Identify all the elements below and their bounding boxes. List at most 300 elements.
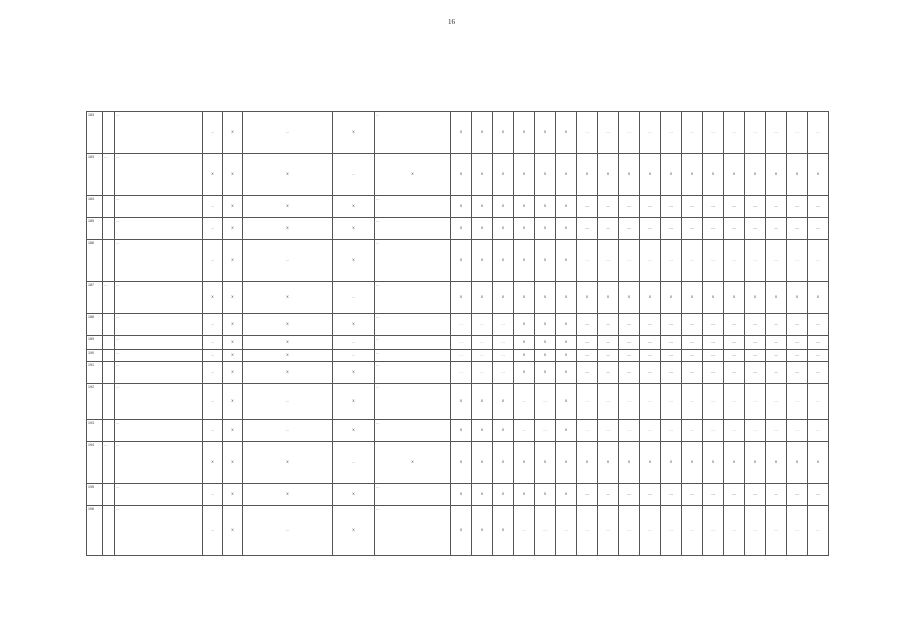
table-cell: X [493,506,514,556]
table-cell: … [808,506,829,556]
table-cell: X [577,442,598,484]
table-cell: … [619,196,640,218]
table-cell: X [472,420,493,442]
table-cell: … [598,218,619,240]
table-cell: X [333,384,375,420]
table-cell: … [598,314,619,336]
table-cell: X [451,384,472,420]
table-cell [103,420,115,442]
table-cell: … [808,314,829,336]
table-cell: … [724,384,745,420]
row-number-cell: 184 [87,196,103,218]
table-cell: … [703,350,724,362]
table-cell: … [640,112,661,154]
table-cell: … [703,506,724,556]
table-cell: X [451,154,472,196]
table-cell: X [493,112,514,154]
table-cell: … [661,350,682,362]
table-cell: … [203,314,223,336]
table-body [87,112,829,556]
page-number: 16 [448,18,455,26]
table-cell: X [472,196,493,218]
table-cell: … [203,384,223,420]
table-cell: … [682,362,703,384]
table-cell: X [223,350,243,362]
table-row [87,350,829,362]
table-row [87,362,829,384]
table-cell: … [661,196,682,218]
table-cell: X [703,282,724,314]
table-cell: … [619,484,640,506]
table-row [87,336,829,350]
table-cell: … [787,484,808,506]
table-cell: … [661,484,682,506]
table-cell: … [640,350,661,362]
table-cell: … [661,420,682,442]
table-cell: … [203,420,223,442]
table-cell: X [535,336,556,350]
table-cell: X [333,240,375,282]
table-cell: X [535,282,556,314]
row-number-cell: 183 [87,112,103,154]
table-cell: … [115,384,203,420]
table-cell: X [556,240,577,282]
table-cell: … [493,336,514,350]
table-cell: X [556,442,577,484]
table-cell: … [745,350,766,362]
table-cell: … [375,314,451,336]
table-cell: … [745,420,766,442]
table-cell: … [333,350,375,362]
table-cell: X [535,240,556,282]
table-cell: X [619,282,640,314]
table-cell: … [787,420,808,442]
table-cell: X [556,362,577,384]
table-cell: … [682,218,703,240]
table-cell: … [333,154,375,196]
table-cell: … [640,240,661,282]
table-cell: … [598,484,619,506]
table-cell: … [766,506,787,556]
table-cell: … [766,350,787,362]
table-cell: X [703,154,724,196]
table-cell: … [577,484,598,506]
table-cell: X [808,282,829,314]
table-cell: … [375,484,451,506]
table-cell: X [535,218,556,240]
table-cell: X [514,240,535,282]
table-cell: … [619,350,640,362]
table-cell: … [745,336,766,350]
table-cell: X [333,506,375,556]
table-cell: … [103,154,115,196]
table-cell: … [808,350,829,362]
table-cell: X [556,420,577,442]
table-cell: X [556,196,577,218]
table-cell: X [223,112,243,154]
table-cell: X [223,420,243,442]
table-cell: X [556,484,577,506]
table-cell: X [243,484,333,506]
table-cell: … [787,196,808,218]
table-cell: … [598,112,619,154]
table-cell: X [451,282,472,314]
table-cell: … [745,218,766,240]
table-cell: X [598,282,619,314]
table-cell: X [535,112,556,154]
table-cell: X [787,154,808,196]
table-cell: X [535,362,556,384]
table-cell: X [223,484,243,506]
table-cell: X [203,442,223,484]
table-cell: X [333,218,375,240]
table-cell: X [556,314,577,336]
table-cell: … [333,282,375,314]
row-number-cell: 192 [87,384,103,420]
table-cell: X [333,196,375,218]
row-number-cell: 185 [87,218,103,240]
row-number-cell: 183 [87,154,103,196]
table-cell: X [472,506,493,556]
table-cell: … [619,112,640,154]
table-cell: … [661,218,682,240]
row-number-cell: 191 [87,362,103,384]
table-cell: X [451,196,472,218]
table-cell: … [577,362,598,384]
table-cell: … [375,420,451,442]
table-cell: … [203,112,223,154]
table-cell: X [472,218,493,240]
table-cell: X [451,240,472,282]
table-cell [103,240,115,282]
table-cell: … [787,314,808,336]
table-cell: … [787,240,808,282]
table-cell: … [115,420,203,442]
table-cell: X [472,112,493,154]
table-cell: … [661,112,682,154]
row-number-cell: 195 [87,484,103,506]
table-cell: X [223,442,243,484]
table-cell: … [375,282,451,314]
table-cell: … [493,314,514,336]
table-cell: X [451,484,472,506]
table-cell [103,362,115,384]
table-cell: X [535,484,556,506]
table-cell: X [808,154,829,196]
document-table [86,111,829,556]
table-cell: … [203,240,223,282]
table-cell: … [243,506,333,556]
table-cell: … [598,240,619,282]
table-cell: … [703,420,724,442]
table-cell: … [808,112,829,154]
table-cell: … [661,314,682,336]
table-cell: … [619,240,640,282]
table-cell: … [703,314,724,336]
table-cell: X [472,154,493,196]
table-cell: … [787,506,808,556]
table-cell: X [514,484,535,506]
table-cell: … [682,484,703,506]
table-cell: … [598,336,619,350]
table-cell: X [514,112,535,154]
table-cell: … [115,336,203,350]
table-cell: … [375,506,451,556]
table-cell: X [203,154,223,196]
table-cell: … [808,362,829,384]
table-cell: … [682,314,703,336]
table-cell: … [640,314,661,336]
table-cell: X [640,442,661,484]
table-cell: X [556,384,577,420]
table-cell: … [333,442,375,484]
row-number-cell: 186 [87,240,103,282]
table-cell: X [619,442,640,484]
table-cell: … [661,506,682,556]
table-cell: … [619,506,640,556]
table-cell: X [640,282,661,314]
table-cell: … [619,314,640,336]
table-cell: X [243,442,333,484]
table-cell: … [766,484,787,506]
table-cell: … [598,384,619,420]
table-cell: X [514,350,535,362]
table-cell [103,350,115,362]
table-row [87,196,829,218]
table-cell: … [745,362,766,384]
table-cell: … [703,218,724,240]
table-cell: X [724,282,745,314]
table-cell: … [375,336,451,350]
table-cell: X [223,218,243,240]
table-row [87,154,829,196]
table-cell: … [375,112,451,154]
table-cell: … [577,506,598,556]
table-cell: X [745,442,766,484]
table-cell: … [808,384,829,420]
table-row [87,384,829,420]
table-cell: … [640,484,661,506]
table-cell: … [724,420,745,442]
table-cell: X [514,196,535,218]
table-cell: … [115,484,203,506]
table-cell: X [493,442,514,484]
table-cell: … [745,196,766,218]
table-cell: X [514,154,535,196]
table-cell: X [223,384,243,420]
table-row [87,218,829,240]
table-cell: … [640,362,661,384]
table-row [87,282,829,314]
table-cell: … [243,240,333,282]
table-cell: X [745,154,766,196]
table-cell: X [556,112,577,154]
table-cell: … [724,196,745,218]
table-cell: X [493,420,514,442]
table-cell: … [577,384,598,420]
table-cell: X [577,282,598,314]
row-number-cell: 187 [87,282,103,314]
table-row [87,506,829,556]
table-cell: … [103,442,115,484]
table-cell: … [766,314,787,336]
table-row [87,442,829,484]
table-cell: X [682,282,703,314]
table-cell: X [724,442,745,484]
table-cell: X [333,420,375,442]
table-cell: X [514,442,535,484]
table-cell: X [223,336,243,350]
table-cell: … [203,196,223,218]
table-cell: X [556,218,577,240]
table-cell: … [808,196,829,218]
table-cell: X [223,240,243,282]
table-cell [103,218,115,240]
table-cell: … [535,420,556,442]
table-cell: … [535,506,556,556]
table-cell: … [682,420,703,442]
table-cell: X [493,384,514,420]
table-cell: … [808,336,829,350]
table-row [87,484,829,506]
table-cell: … [787,384,808,420]
table-cell: … [115,350,203,362]
table-cell: … [598,196,619,218]
table-cell: X [514,362,535,384]
table-cell: X [472,442,493,484]
table-cell: X [808,442,829,484]
table-cell: … [451,362,472,384]
table-cell: … [451,314,472,336]
table-cell: … [724,240,745,282]
table-cell [103,506,115,556]
table-cell: … [619,420,640,442]
table-cell: X [682,154,703,196]
table-cell: … [203,362,223,384]
table-cell: … [640,384,661,420]
table-cell: … [514,506,535,556]
table-cell: X [493,240,514,282]
table-cell: … [203,350,223,362]
table-cell: … [115,112,203,154]
table-cell: … [619,218,640,240]
table-cell: … [375,362,451,384]
table-cell: … [375,384,451,420]
table-cell: … [682,336,703,350]
table-cell: … [115,442,203,484]
table-cell: … [375,218,451,240]
table-cell: … [703,362,724,384]
row-number-cell: 196 [87,506,103,556]
table-cell: … [375,350,451,362]
table-cell: … [640,196,661,218]
table-cell: … [703,240,724,282]
table-cell: X [333,362,375,384]
table-cell: … [766,112,787,154]
row-number-cell: 190 [87,350,103,362]
table-cell: … [203,336,223,350]
table-cell: … [375,240,451,282]
table-cell: X [514,218,535,240]
table-cell: X [223,196,243,218]
table-cell: X [598,442,619,484]
table-cell: … [333,336,375,350]
table-cell: … [766,384,787,420]
table-cell: … [724,112,745,154]
table-cell: X [766,442,787,484]
table-cell: … [115,362,203,384]
table-cell: … [115,240,203,282]
row-number-cell: 194 [87,442,103,484]
table-cell: … [451,350,472,362]
table-cell: … [577,196,598,218]
table-cell: … [745,112,766,154]
table-cell: X [577,154,598,196]
table-cell: … [203,218,223,240]
table-cell: … [577,314,598,336]
table-cell [103,484,115,506]
table-cell: … [556,506,577,556]
table-cell: … [640,336,661,350]
table-cell: … [493,350,514,362]
table-cell: … [115,314,203,336]
table-cell: … [724,484,745,506]
table-cell: X [535,350,556,362]
table-cell: … [745,384,766,420]
table-cell: X [472,240,493,282]
row-number-cell: 193 [87,420,103,442]
table-cell: X [243,314,333,336]
table-cell: X [243,336,333,350]
table-cell: X [243,282,333,314]
table-cell: X [223,154,243,196]
row-number-cell: 188 [87,314,103,336]
table-cell: … [808,484,829,506]
table-cell: X [661,442,682,484]
table-cell: … [451,336,472,350]
table-cell: X [640,154,661,196]
table-cell: X [493,154,514,196]
table-cell: … [787,350,808,362]
table-cell: … [682,350,703,362]
table-cell: … [724,350,745,362]
table-cell: … [682,196,703,218]
table-cell: X [472,384,493,420]
table-cell: … [703,336,724,350]
table-cell: … [766,218,787,240]
table-row [87,240,829,282]
table-cell: X [243,218,333,240]
table-cell: … [661,362,682,384]
table-cell: X [333,484,375,506]
table-cell: … [787,112,808,154]
table-cell: X [472,484,493,506]
table-cell: … [103,282,115,314]
table-cell: … [787,218,808,240]
table-cell: X [223,362,243,384]
table-cell: … [787,362,808,384]
table-cell: … [703,196,724,218]
table-cell: … [598,350,619,362]
table-cell: X [472,282,493,314]
table-cell: X [514,282,535,314]
table-cell: … [703,484,724,506]
table-cell: … [243,112,333,154]
table-cell: X [451,112,472,154]
table-cell: X [451,442,472,484]
table-cell [103,112,115,154]
table-cell [103,336,115,350]
